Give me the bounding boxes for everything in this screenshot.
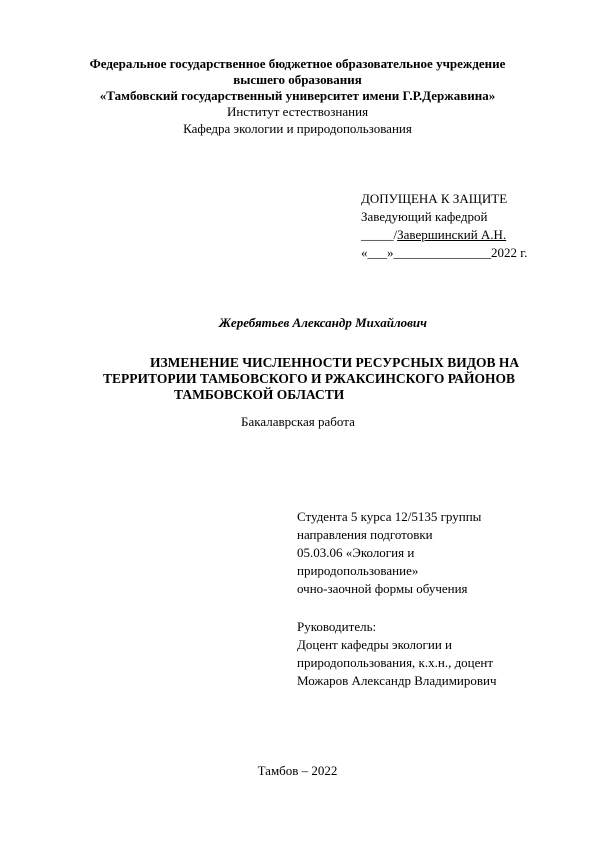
header-institute: Институт естествознания <box>226 104 369 119</box>
header-department: Кафедра экологии и природопользования <box>183 121 412 136</box>
approval-title: ДОПУЩЕНА К ЗАЩИТЕ <box>361 191 508 206</box>
approval-role: Заведующий кафедрой <box>361 209 488 224</box>
approval-date: «___»_______________2022 г. <box>361 245 528 260</box>
footer-city-year: Тамбов – 2022 <box>257 763 338 778</box>
author-name: Жеребятьев Александр Михайлович <box>219 315 427 330</box>
thesis-title-line-1: ИЗМЕНЕНИЕ ЧИСЛЕННОСТИ РЕСУРСНЫХ ВИДОВ НА <box>150 355 520 370</box>
supervisor-line-2: природопользования, к.х.н., доцент <box>297 655 494 670</box>
supervisor-name: Можаров Александр Владимирович <box>297 673 497 688</box>
student-line-2: направления подготовки <box>297 527 433 542</box>
student-line-1: Студента 5 курса 12/5135 группы <box>297 509 482 524</box>
signature-blank: _____/ <box>361 227 398 242</box>
approval-signature <box>361 227 506 243</box>
student-line-4: природопользование» <box>297 563 419 578</box>
supervisor-label: Руководитель: <box>297 619 377 634</box>
supervisor-line-1: Доцент кафедры экологии и <box>297 637 452 652</box>
work-type: Бакалаврская работа <box>241 414 355 429</box>
student-line-5: очно-заочной формы обучения <box>297 581 468 596</box>
header-university: «Тамбовский государственный университет имени Г.Р.Державина» <box>99 88 496 103</box>
student-line-3: 05.03.06 «Экология и <box>297 545 415 560</box>
signature-name: Завершинский А.Н. <box>397 227 507 242</box>
thesis-title-line-3: ТАМБОВСКОЙ ОБЛАСТИ <box>174 387 345 402</box>
thesis-title-line-2: ТЕРРИТОРИИ ТАМБОВСКОГО И РЖАКСИНСКОГО РАЙОНОВ <box>103 371 516 386</box>
header-line-1: Федеральное государственное бюджетное образовательное учреждение <box>89 56 506 71</box>
header-line-2: высшего образования <box>233 72 362 87</box>
